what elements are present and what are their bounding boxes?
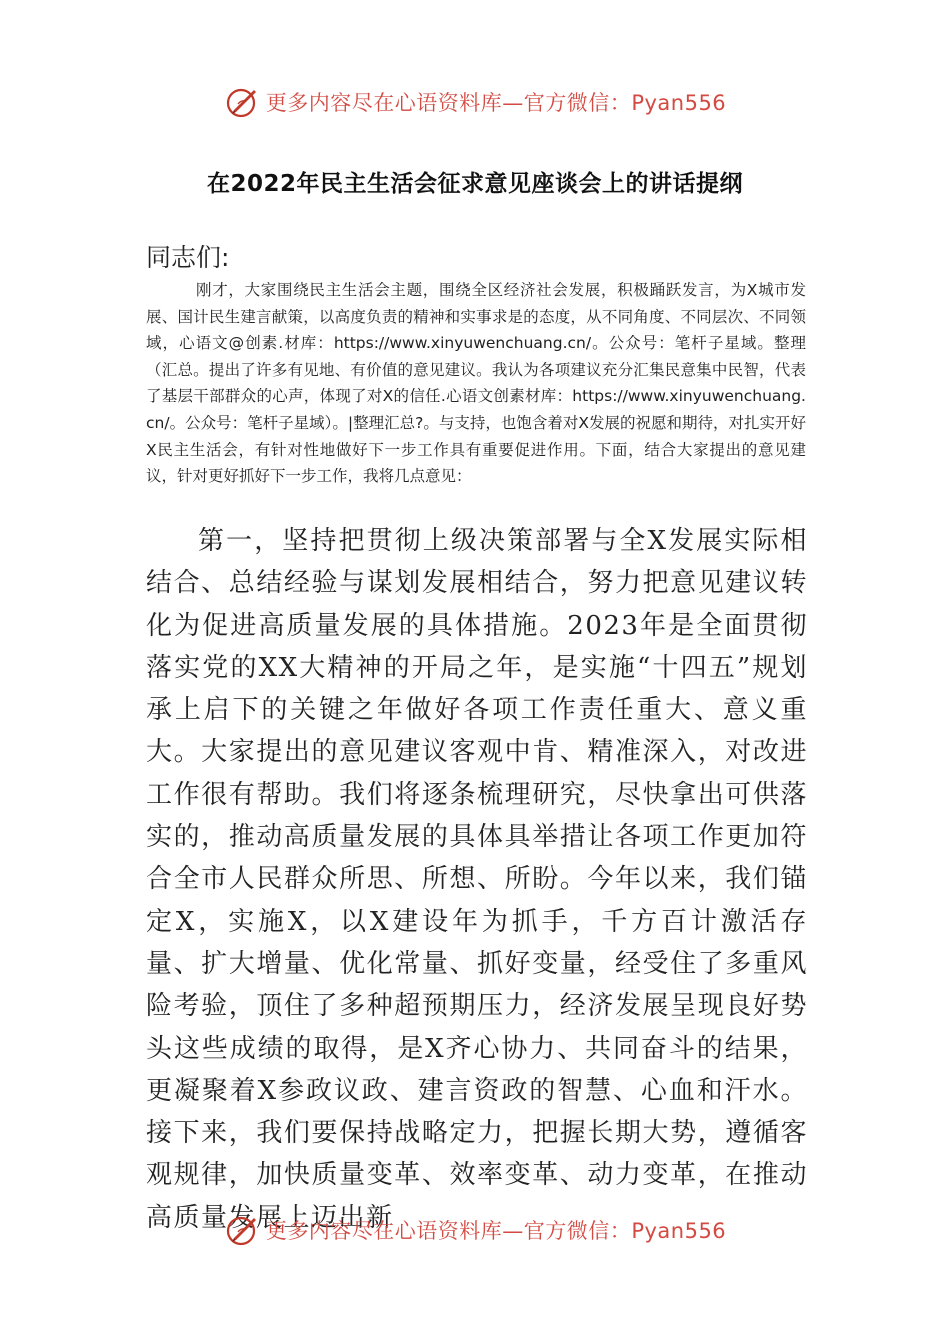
footer-banner (0, 1208, 950, 1252)
salutation: 同志们: (146, 243, 230, 272)
banner-slogan: 更多内容尽在心语资料库—官方微信： (265, 1219, 632, 1243)
wechat-id: Pyan556 (631, 1219, 727, 1243)
wechat-id: Pyan556 (631, 91, 727, 115)
banner-text (266, 87, 726, 117)
banner-slogan: 更多内容尽在心语资料库—官方微信： (265, 91, 632, 115)
document-title: 在2022年民主生活会征求意见座谈会上的讲话提纲 (206, 171, 743, 197)
banner-text (266, 1215, 726, 1245)
header-banner (0, 80, 950, 124)
main-paragraph: 第一，坚持把贯彻上级决策部署与全X发展实际相结合、总结经验与谋划发展相结合，努力把意见建议转化为促进高质量发展的具体措施。2023年是全面贯彻落实党的XX大精神的开局之年，是实施“十四五”规划承上启下的关键之年做好各项工作责任重大、意义重大。大家提出的意见建议客观中肯、精准深入，对改进工作很有帮助。我们将逐条梳理研究，尽快拿出可供落实的，推动高质量发展的具体具举措让各项工作更加符合全市人民群众所思、所想、所盼。今年以来，我们锚定X，实施X，以X建设年为抓手，千方百计激活存量、扩大增量、优化常量、抓好变量，经受住了多重风险考验，顶住了多种超预期压力，经济发展呈现良好势头这些成绩的取得，是X齐心协力、共同奋斗的结果，更凝聚着X参政议政、建言资政的智慧、心血和汗水。接下来，我们要保持战略定力，把握长期大势，遵循客观规律，加快质量变革、效率变革、动力变革，在推动高质量发展上迈出新 (146, 526, 808, 1233)
pen-nib-logo-icon (224, 1210, 264, 1250)
pen-nib-logo-icon (224, 82, 264, 122)
intro-paragraph: 刚才，大家围绕民主生活会主题，围绕全区经济社会发展，积极踊跃发言，为X城市发展、国计民生建言献策，以高度负责的精神和实事求是的态度，从不同角度、不同层次、不同领域，心语文@创素.材库：https://www.xinyuwenchuang.cn/。公众号：笔杆子星域。整理（汇总。提出了许多有见地、有价值的意见建议。我认为各项建议充分汇集民意集中民智，代表了基层干部群众的心声，体现了对X的信任.心语文创素材库：https://www.xinyuwenchuang.cn/。公众号：笔杆子星域）。|整理汇总?。与支持，也饱含着对X发展的祝愿和期待，对扎实开好X民主生活会，有针对性地做好下一步工作具有重要促进作用。下面，结合大家提出的意见建议，针对更好抓好下一步工作，我将几点意见： (146, 281, 806, 486)
